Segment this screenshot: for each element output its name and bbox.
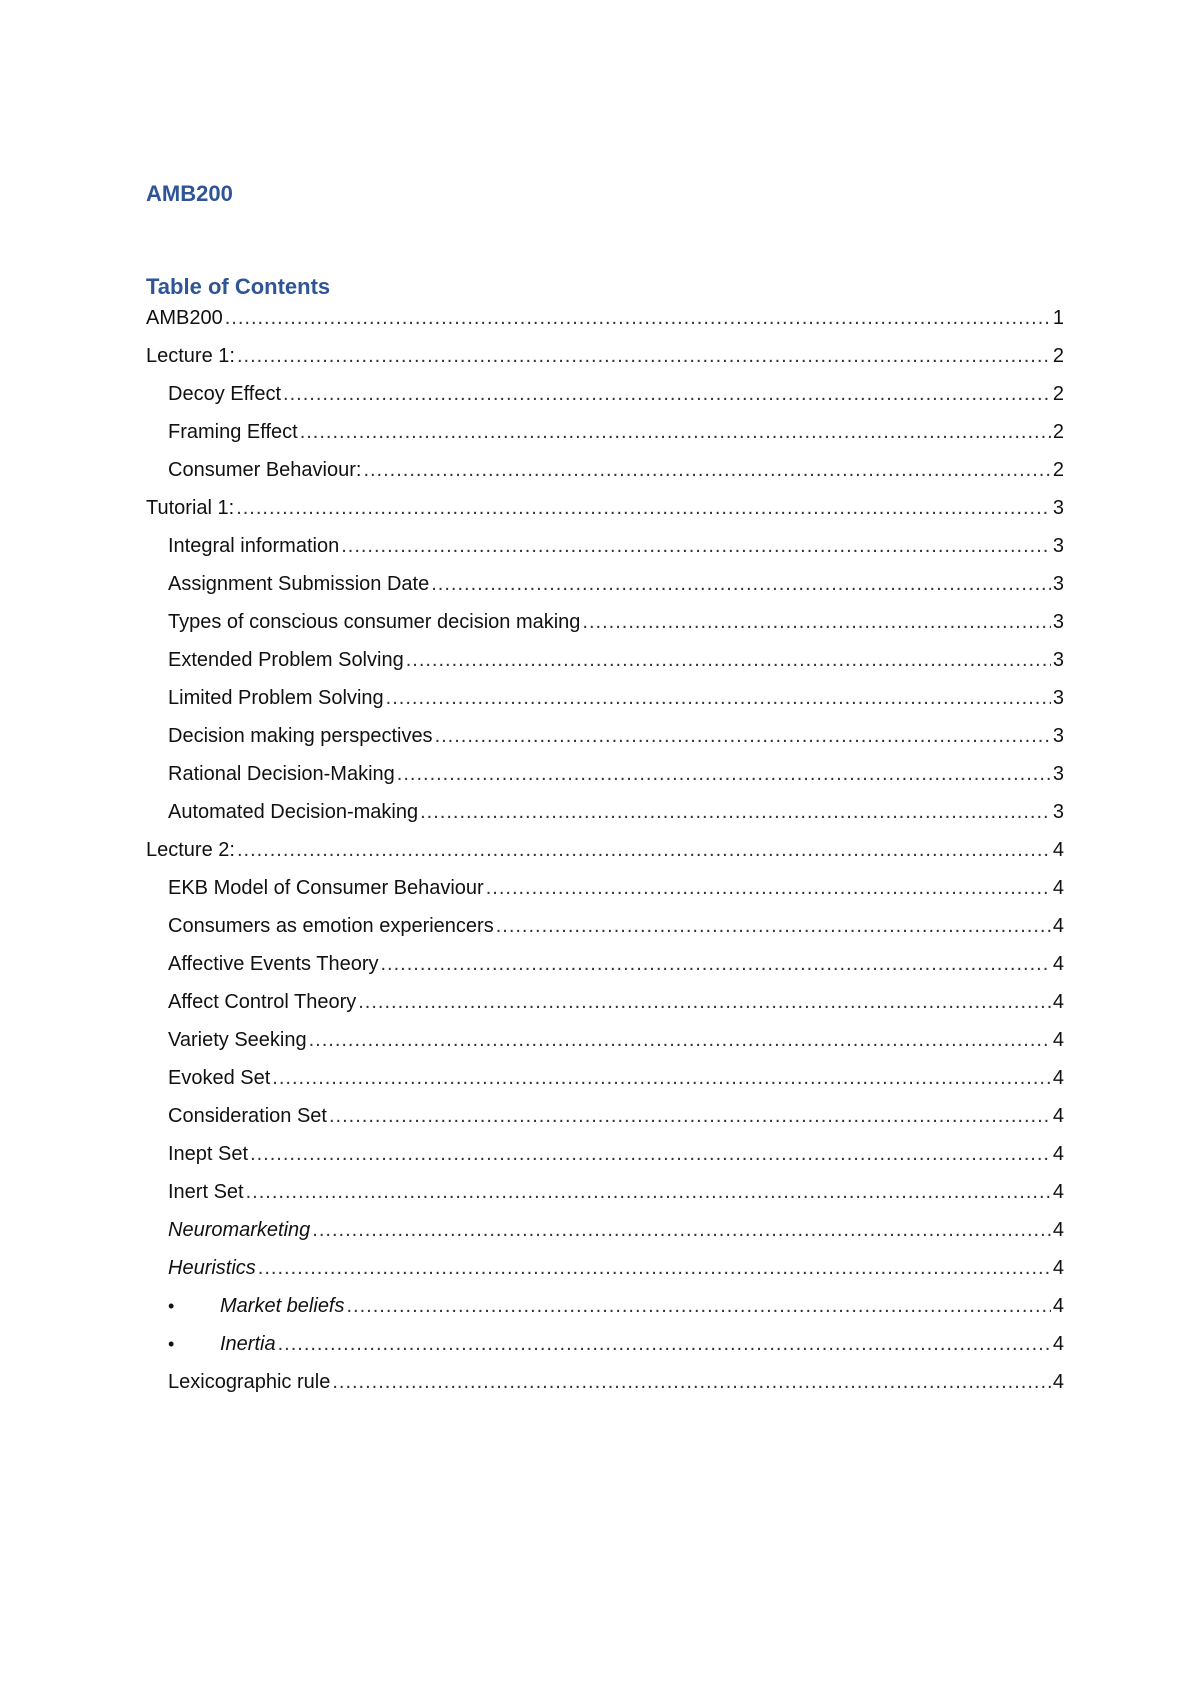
dot-leader: [250, 1138, 1051, 1170]
toc-entry-label[interactable]: Variety Seeking: [168, 1029, 307, 1051]
dot-leader: [283, 378, 1051, 410]
table-of-contents: [146, 302, 1064, 1404]
toc-entry[interactable]: [146, 682, 1064, 720]
toc-page-number[interactable]: 4: [1052, 1333, 1064, 1355]
toc-page-number[interactable]: 4: [1052, 1219, 1064, 1241]
toc-entry[interactable]: [146, 720, 1064, 758]
toc-entry[interactable]: [146, 606, 1064, 644]
toc-page-number[interactable]: 4: [1052, 1295, 1064, 1317]
toc-page-number[interactable]: 3: [1052, 649, 1064, 671]
toc-page-number[interactable]: 3: [1052, 687, 1064, 709]
toc-page-number[interactable]: 4: [1052, 877, 1064, 899]
toc-entry[interactable]: [146, 910, 1064, 948]
toc-entry[interactable]: [146, 568, 1064, 606]
dot-leader: [380, 948, 1050, 980]
toc-page-number[interactable]: 1: [1052, 307, 1064, 329]
toc-entry-label[interactable]: Assignment Submission Date: [168, 573, 430, 595]
toc-page-number[interactable]: 3: [1052, 535, 1064, 557]
toc-page-number[interactable]: 2: [1052, 459, 1064, 481]
toc-entry[interactable]: [146, 416, 1064, 454]
toc-entry-label[interactable]: Consumer Behaviour:: [168, 459, 362, 481]
toc-entry-label[interactable]: Heuristics: [168, 1257, 256, 1279]
toc-entry-label[interactable]: Consideration Set: [168, 1105, 327, 1127]
toc-entry[interactable]: [146, 378, 1064, 416]
toc-entry-label[interactable]: Lecture 1:: [146, 345, 235, 367]
toc-page-number[interactable]: 4: [1052, 915, 1064, 937]
toc-page-number[interactable]: 3: [1052, 725, 1064, 747]
dot-leader: [386, 682, 1051, 714]
toc-page-number[interactable]: 4: [1052, 1181, 1064, 1203]
dot-leader: [237, 340, 1051, 372]
toc-entry-label[interactable]: Lecture 2:: [146, 839, 235, 861]
toc-page-number[interactable]: 4: [1052, 1105, 1064, 1127]
dot-leader: [236, 492, 1051, 524]
dot-leader: [486, 872, 1051, 904]
toc-entry[interactable]: [146, 644, 1064, 682]
toc-entry[interactable]: [146, 1290, 1064, 1328]
toc-entry-label[interactable]: Neuromarketing: [168, 1219, 311, 1241]
toc-entry[interactable]: [146, 454, 1064, 492]
toc-entry-label[interactable]: Market beliefs: [220, 1295, 345, 1317]
toc-entry-label[interactable]: Inertia: [220, 1333, 276, 1355]
toc-entry-label[interactable]: Tutorial 1:: [146, 497, 235, 519]
toc-entry-label[interactable]: EKB Model of Consumer Behaviour: [168, 877, 484, 899]
toc-entry[interactable]: [146, 1214, 1064, 1252]
toc-entry-label[interactable]: Integral information: [168, 535, 340, 557]
dot-leader: [258, 1252, 1051, 1284]
toc-page-number[interactable]: 3: [1052, 497, 1064, 519]
toc-entry[interactable]: [146, 872, 1064, 910]
toc-entry-label[interactable]: Framing Effect: [168, 421, 298, 443]
toc-entry-label[interactable]: Limited Problem Solving: [168, 687, 384, 709]
toc-page-number[interactable]: 3: [1052, 763, 1064, 785]
toc-entry-label[interactable]: Consumers as emotion experiencers: [168, 915, 494, 937]
toc-entry[interactable]: [146, 986, 1064, 1024]
toc-entry[interactable]: [146, 1366, 1064, 1404]
toc-page-number[interactable]: 4: [1052, 839, 1064, 861]
toc-entry-label[interactable]: AMB200: [146, 307, 223, 329]
bullet-icon: •: [168, 1334, 175, 1354]
toc-heading: Table of Contents: [146, 274, 331, 299]
dot-leader: [312, 1214, 1051, 1246]
toc-entry[interactable]: [146, 796, 1064, 834]
dot-leader: [341, 530, 1051, 562]
toc-entry[interactable]: [146, 1100, 1064, 1138]
dot-leader: [246, 1176, 1051, 1208]
toc-entry-label[interactable]: Inert Set: [168, 1181, 244, 1203]
toc-entry-label[interactable]: Rational Decision-Making: [168, 763, 395, 785]
dot-leader: [309, 1024, 1051, 1056]
dot-leader: [278, 1328, 1051, 1360]
toc-entry-label[interactable]: Affective Events Theory: [168, 953, 379, 975]
dot-leader: [225, 302, 1051, 334]
toc-entry[interactable]: [146, 1176, 1064, 1214]
toc-page-number[interactable]: 4: [1052, 1143, 1064, 1165]
toc-entry-label[interactable]: Lexicographic rule: [168, 1371, 331, 1393]
toc-page-number[interactable]: 2: [1052, 345, 1064, 367]
toc-entry-label[interactable]: Types of conscious consumer decision making: [168, 611, 581, 633]
toc-page-number[interactable]: 4: [1052, 953, 1064, 975]
toc-page-number[interactable]: 2: [1052, 383, 1064, 405]
dot-leader: [420, 796, 1051, 828]
toc-page-number[interactable]: 4: [1052, 1067, 1064, 1089]
dot-leader: [363, 454, 1050, 486]
dot-leader: [332, 1366, 1051, 1398]
dot-leader: [582, 606, 1050, 638]
toc-entry[interactable]: [146, 530, 1064, 568]
toc-entry[interactable]: [146, 1024, 1064, 1062]
toc-entry[interactable]: [146, 340, 1064, 378]
toc-page-number[interactable]: 3: [1052, 611, 1064, 633]
toc-page-number[interactable]: 4: [1052, 1029, 1064, 1051]
toc-page-number[interactable]: 3: [1052, 573, 1064, 595]
dot-leader: [435, 720, 1051, 752]
toc-entry-label[interactable]: Automated Decision-making: [168, 801, 419, 823]
toc-entry-label[interactable]: Extended Problem Solving: [168, 649, 404, 671]
dot-leader: [397, 758, 1051, 790]
dot-leader: [347, 1290, 1051, 1322]
toc-entry[interactable]: [146, 492, 1064, 530]
toc-page-number[interactable]: 3: [1052, 801, 1064, 823]
toc-page-number[interactable]: 4: [1052, 1257, 1064, 1279]
toc-entry[interactable]: [146, 302, 1064, 340]
toc-entry-label[interactable]: Decoy Effect: [168, 383, 282, 405]
dot-leader: [300, 416, 1051, 448]
dot-leader: [358, 986, 1051, 1018]
toc-entry-label[interactable]: Evoked Set: [168, 1067, 271, 1089]
dot-leader: [237, 834, 1051, 866]
dot-leader: [496, 910, 1051, 942]
bullet-icon: •: [168, 1296, 175, 1316]
dot-leader: [329, 1100, 1051, 1132]
toc-entry-label[interactable]: Affect Control Theory: [168, 991, 357, 1013]
toc-entry[interactable]: [146, 948, 1064, 986]
dot-leader: [406, 644, 1051, 676]
toc-page-number[interactable]: 4: [1052, 1371, 1064, 1393]
toc-entry[interactable]: [146, 1252, 1064, 1290]
dot-leader: [431, 568, 1051, 600]
toc-entry[interactable]: [146, 834, 1064, 872]
toc-entry-label[interactable]: Decision making perspectives: [168, 725, 433, 747]
toc-entry[interactable]: [146, 1138, 1064, 1176]
document-title: AMB200: [146, 181, 233, 206]
toc-entry-label[interactable]: Inept Set: [168, 1143, 249, 1165]
toc-page-number[interactable]: 4: [1052, 991, 1064, 1013]
dot-leader: [272, 1062, 1051, 1094]
toc-entry[interactable]: [146, 758, 1064, 796]
toc-page-number[interactable]: 2: [1052, 421, 1064, 443]
toc-entry[interactable]: [146, 1328, 1064, 1366]
toc-entry[interactable]: [146, 1062, 1064, 1100]
